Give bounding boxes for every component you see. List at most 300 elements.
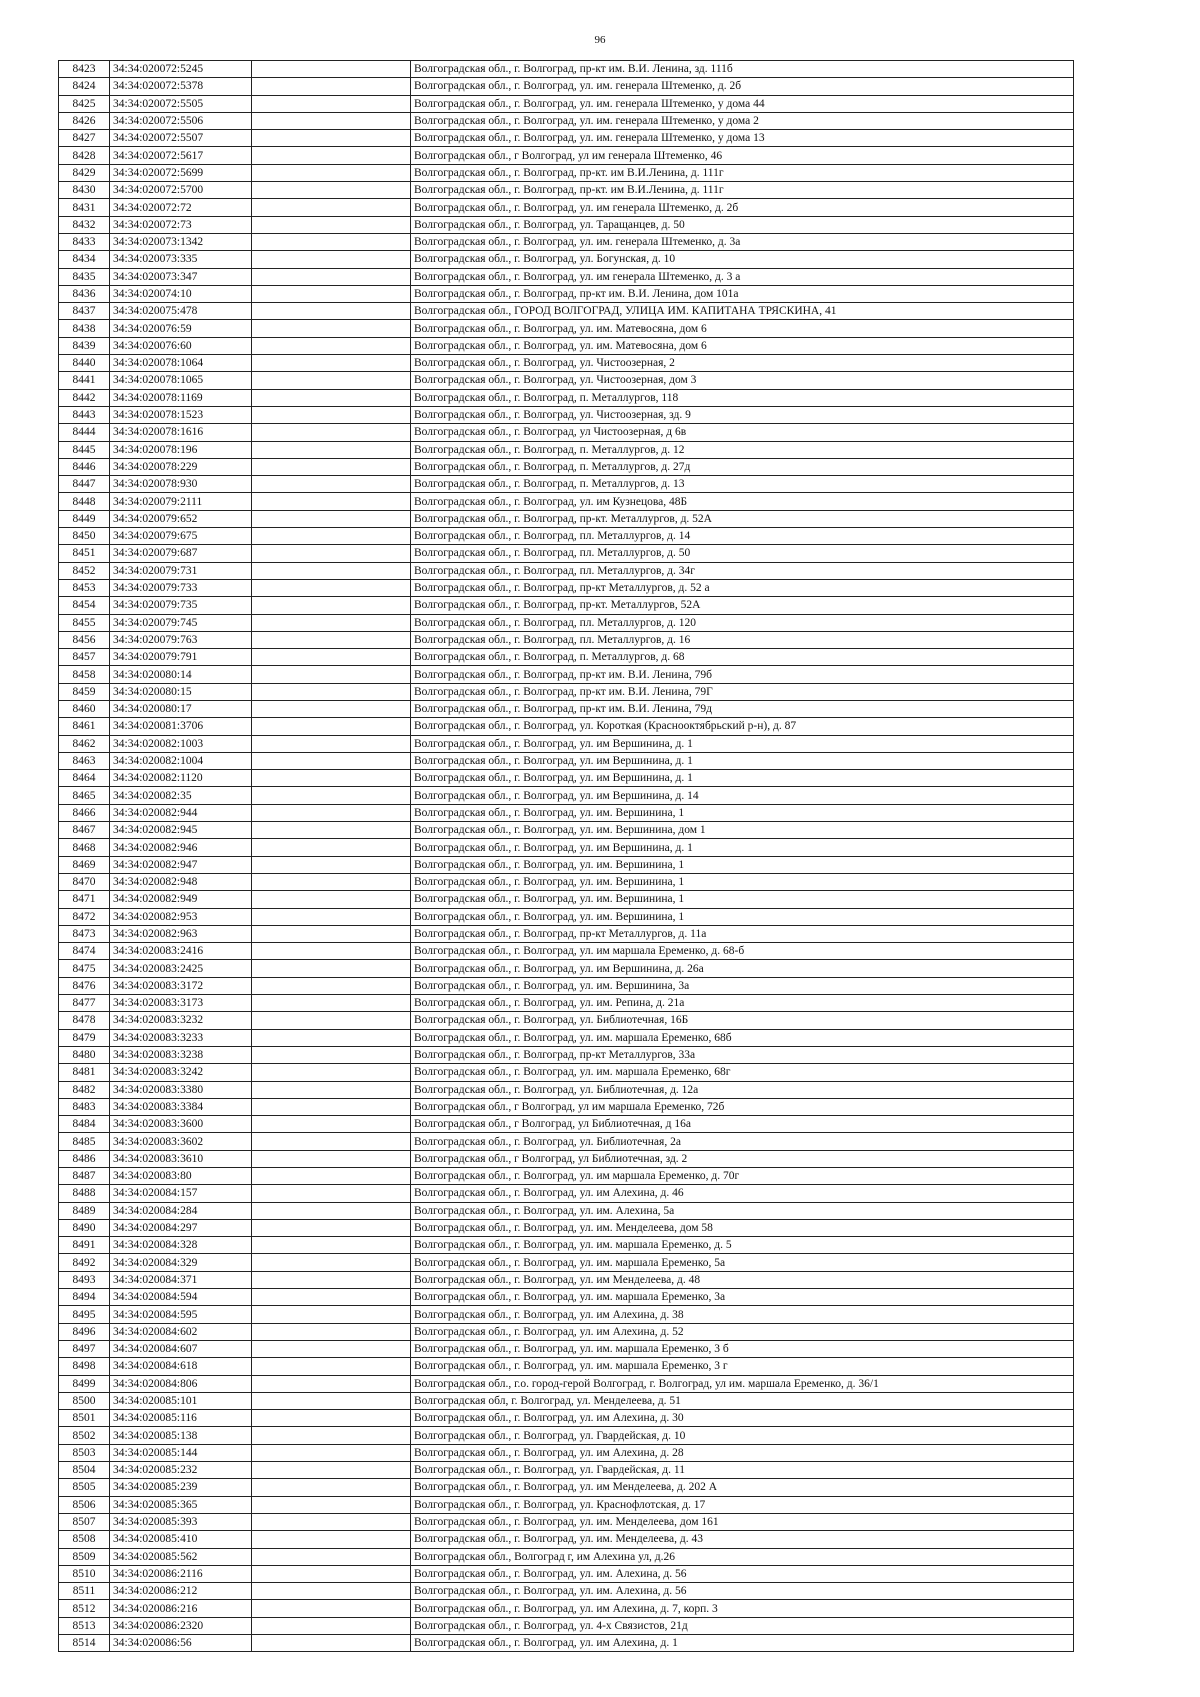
- table-row: [59, 735, 1074, 752]
- address-cell: Волгоградская обл., г. Волгоград, ул. им. Вершинина, 1: [411, 908, 1074, 925]
- cadastral-number-cell: 34:34:020079:791: [110, 649, 252, 666]
- row-number-cell: 8505: [59, 1479, 110, 1496]
- cadastral-number-cell: 34:34:020083:3172: [110, 977, 252, 994]
- cadastral-number-cell: 34:34:020076:60: [110, 337, 252, 354]
- cadastral-number-cell: 34:34:020083:3610: [110, 1150, 252, 1167]
- row-number-cell: 8503: [59, 1444, 110, 1461]
- cadastral-number-cell: 34:34:020079:733: [110, 579, 252, 596]
- address-cell: Волгоградская обл., г Волгоград, ул Библиотечная, зд. 2: [411, 1150, 1074, 1167]
- address-cell: Волгоградская обл., г. Волгоград, ул. Краснофлотская, д. 17: [411, 1496, 1074, 1513]
- row-number-cell: 8476: [59, 977, 110, 994]
- address-cell: Волгоградская обл., г. Волгоград, ул. им Вершинина, д. 1: [411, 735, 1074, 752]
- cadastral-number-cell: 34:34:020085:410: [110, 1531, 252, 1548]
- table-row: [59, 1046, 1074, 1063]
- table-row: [59, 1635, 1074, 1652]
- row-number-cell: 8492: [59, 1254, 110, 1271]
- table-row: [59, 718, 1074, 735]
- cadastral-number-cell: 34:34:020078:1616: [110, 424, 252, 441]
- cadastral-number-cell: 34:34:020079:2111: [110, 493, 252, 510]
- empty-cell: [252, 649, 411, 666]
- table-row: [59, 1565, 1074, 1582]
- table-row: [59, 1427, 1074, 1444]
- cadastral-number-cell: 34:34:020082:953: [110, 908, 252, 925]
- address-cell: Волгоградская обл., г. Волгоград, ул. им Вершинина, д. 1: [411, 752, 1074, 769]
- cadastral-number-cell: 34:34:020083:3602: [110, 1133, 252, 1150]
- empty-cell: [252, 1427, 411, 1444]
- cadastral-number-cell: 34:34:020083:3232: [110, 1012, 252, 1029]
- row-number-cell: 8484: [59, 1116, 110, 1133]
- table-row: [59, 839, 1074, 856]
- table-row: [59, 1064, 1074, 1081]
- cadastral-number-cell: 34:34:020086:2116: [110, 1565, 252, 1582]
- row-number-cell: 8440: [59, 355, 110, 372]
- empty-cell: [252, 112, 411, 129]
- empty-cell: [252, 528, 411, 545]
- table-row: [59, 960, 1074, 977]
- cadastral-number-cell: 34:34:020072:5700: [110, 182, 252, 199]
- address-cell: Волгоградская обл., г. Волгоград, ул. им. генерала Штеменко, у дома 2: [411, 112, 1074, 129]
- address-cell: Волгоградская обл., г. Волгоград, ул. им. Матевосяна, дом 6: [411, 337, 1074, 354]
- table-row: [59, 752, 1074, 769]
- cadastral-number-cell: 34:34:020083:3233: [110, 1029, 252, 1046]
- table-row: [59, 579, 1074, 596]
- cadastral-number-cell: 34:34:020072:5617: [110, 147, 252, 164]
- address-cell: Волгоградская обл., г. Волгоград, п. Металлургов, д. 68: [411, 649, 1074, 666]
- address-cell: Волгоградская обл., г. Волгоград, ул. им. Вершинина, 1: [411, 873, 1074, 890]
- table-row: [59, 1600, 1074, 1617]
- row-number-cell: 8460: [59, 700, 110, 717]
- table-row: [59, 147, 1074, 164]
- empty-cell: [252, 355, 411, 372]
- empty-cell: [252, 787, 411, 804]
- empty-cell: [252, 995, 411, 1012]
- table-row: [59, 78, 1074, 95]
- table-row: [59, 597, 1074, 614]
- table-row: [59, 1168, 1074, 1185]
- table-row: [59, 925, 1074, 942]
- cadastral-number-cell: 34:34:020079:652: [110, 510, 252, 527]
- empty-cell: [252, 683, 411, 700]
- cadastral-number-cell: 34:34:020085:393: [110, 1513, 252, 1530]
- cadastral-number-cell: 34:34:020078:229: [110, 458, 252, 475]
- row-number-cell: 8469: [59, 856, 110, 873]
- address-cell: Волгоградская обл., г. Волгоград, ул. им. генерала Штеменко, д. 2б: [411, 78, 1074, 95]
- table-row: [59, 1617, 1074, 1634]
- table-row: [59, 1237, 1074, 1254]
- address-cell: Волгоградская обл., г. Волгоград, ул. им. Матевосяна, дом 6: [411, 320, 1074, 337]
- table-row: [59, 1098, 1074, 1115]
- empty-cell: [252, 424, 411, 441]
- address-cell: Волгоградская обл., г. Волгоград, п. Металлургов, д. 13: [411, 476, 1074, 493]
- cadastral-number-cell: 34:34:020083:3238: [110, 1046, 252, 1063]
- address-cell: Волгоградская обл., г. Волгоград, ул. Богунская, д. 10: [411, 251, 1074, 268]
- empty-cell: [252, 1029, 411, 1046]
- row-number-cell: 8427: [59, 130, 110, 147]
- table-row: [59, 216, 1074, 233]
- row-number-cell: 8498: [59, 1358, 110, 1375]
- cadastral-number-cell: 34:34:020074:10: [110, 285, 252, 302]
- empty-cell: [252, 770, 411, 787]
- address-cell: Волгоградская обл., г. Волгоград, ул. Библиотечная, д. 12а: [411, 1081, 1074, 1098]
- table-row: [59, 1410, 1074, 1427]
- cadastral-number-cell: 34:34:020085:562: [110, 1548, 252, 1565]
- registry-table: [58, 60, 1074, 1652]
- row-number-cell: 8478: [59, 1012, 110, 1029]
- empty-cell: [252, 839, 411, 856]
- page-number: 96: [594, 34, 606, 46]
- table-row: [59, 1133, 1074, 1150]
- table-row: [59, 649, 1074, 666]
- row-number-cell: 8434: [59, 251, 110, 268]
- address-cell: Волгоградская обл., г. Волгоград, ул Чистоозерная, д 6в: [411, 424, 1074, 441]
- empty-cell: [252, 1375, 411, 1392]
- cadastral-number-cell: 34:34:020084:328: [110, 1237, 252, 1254]
- table-row: [59, 787, 1074, 804]
- row-number-cell: 8425: [59, 95, 110, 112]
- cadastral-number-cell: 34:34:020085:239: [110, 1479, 252, 1496]
- empty-cell: [252, 545, 411, 562]
- row-number-cell: 8499: [59, 1375, 110, 1392]
- empty-cell: [252, 1583, 411, 1600]
- empty-cell: [252, 130, 411, 147]
- empty-cell: [252, 1081, 411, 1098]
- cadastral-number-cell: 34:34:020086:56: [110, 1635, 252, 1652]
- address-cell: Волгоградская обл, г. Волгоград, ул. Менделеева, д. 51: [411, 1392, 1074, 1409]
- address-cell: Волгоградская обл., г. Волгоград, пл. Металлургов, д. 14: [411, 528, 1074, 545]
- cadastral-number-cell: 34:34:020083:2416: [110, 943, 252, 960]
- address-cell: Волгоградская обл., г. Волгоград, пл. Металлургов, д. 34г: [411, 562, 1074, 579]
- row-number-cell: 8473: [59, 925, 110, 942]
- row-number-cell: 8487: [59, 1168, 110, 1185]
- row-number-cell: 8452: [59, 562, 110, 579]
- address-cell: Волгоградская обл., г. Волгоград, ул. им. маршала Еременко, 68б: [411, 1029, 1074, 1046]
- table-row: [59, 1306, 1074, 1323]
- cadastral-number-cell: 34:34:020072:5507: [110, 130, 252, 147]
- row-number-cell: 8496: [59, 1323, 110, 1340]
- address-cell: Волгоградская обл., г. Волгоград, ул. Гвардейская, д. 10: [411, 1427, 1074, 1444]
- row-number-cell: 8468: [59, 839, 110, 856]
- table-row: [59, 320, 1074, 337]
- empty-cell: [252, 406, 411, 423]
- cadastral-number-cell: 34:34:020085:144: [110, 1444, 252, 1461]
- empty-cell: [252, 320, 411, 337]
- cadastral-number-cell: 34:34:020084:157: [110, 1185, 252, 1202]
- cadastral-number-cell: 34:34:020082:963: [110, 925, 252, 942]
- empty-cell: [252, 476, 411, 493]
- row-number-cell: 8426: [59, 112, 110, 129]
- address-cell: Волгоградская обл., г. Волгоград, пр-кт Металлургов, д. 11а: [411, 925, 1074, 942]
- table-row: [59, 337, 1074, 354]
- row-number-cell: 8423: [59, 61, 110, 78]
- empty-cell: [252, 1479, 411, 1496]
- cadastral-number-cell: 34:34:020078:1523: [110, 406, 252, 423]
- address-cell: Волгоградская обл., г. Волгоград, пл. Металлургов, д. 120: [411, 614, 1074, 631]
- cadastral-number-cell: 34:34:020072:72: [110, 199, 252, 216]
- empty-cell: [252, 1635, 411, 1652]
- empty-cell: [252, 147, 411, 164]
- table-row: [59, 631, 1074, 648]
- table-row: [59, 61, 1074, 78]
- cadastral-number-cell: 34:34:020086:216: [110, 1600, 252, 1617]
- row-number-cell: 8514: [59, 1635, 110, 1652]
- address-cell: Волгоградская обл., г Волгоград, ул им генерала Штеменко, 46: [411, 147, 1074, 164]
- address-cell: Волгоградская обл., г. Волгоград, ул. Гвардейская, д. 11: [411, 1462, 1074, 1479]
- address-cell: Волгоградская обл., г. Волгоград, ул. Чистоозерная, зд. 9: [411, 406, 1074, 423]
- empty-cell: [252, 1271, 411, 1288]
- row-number-cell: 8483: [59, 1098, 110, 1115]
- empty-cell: [252, 1600, 411, 1617]
- row-number-cell: 8437: [59, 303, 110, 320]
- table-row: [59, 700, 1074, 717]
- table-row: [59, 182, 1074, 199]
- address-cell: Волгоградская обл., г. Волгоград, ул. им. маршала Еременко, д. 5: [411, 1237, 1074, 1254]
- table-row: [59, 995, 1074, 1012]
- table-row: [59, 1254, 1074, 1271]
- table-row: [59, 683, 1074, 700]
- registry-rows: [59, 61, 1074, 1652]
- table-row: [59, 164, 1074, 181]
- cadastral-number-cell: 34:34:020082:1120: [110, 770, 252, 787]
- empty-cell: [252, 493, 411, 510]
- table-row: [59, 1358, 1074, 1375]
- cadastral-number-cell: 34:34:020073:1342: [110, 233, 252, 250]
- table-row: [59, 1150, 1074, 1167]
- cadastral-number-cell: 34:34:020072:5505: [110, 95, 252, 112]
- cadastral-number-cell: 34:34:020086:2320: [110, 1617, 252, 1634]
- cadastral-number-cell: 34:34:020082:945: [110, 822, 252, 839]
- row-number-cell: 8467: [59, 822, 110, 839]
- row-number-cell: 8477: [59, 995, 110, 1012]
- cadastral-number-cell: 34:34:020082:948: [110, 873, 252, 890]
- cadastral-number-cell: 34:34:020081:3706: [110, 718, 252, 735]
- row-number-cell: 8471: [59, 891, 110, 908]
- row-number-cell: 8450: [59, 528, 110, 545]
- empty-cell: [252, 804, 411, 821]
- address-cell: Волгоградская обл., г. Волгоград, ул. им Вершинина, д. 1: [411, 770, 1074, 787]
- row-number-cell: 8449: [59, 510, 110, 527]
- cadastral-number-cell: 34:34:020078:930: [110, 476, 252, 493]
- cadastral-number-cell: 34:34:020078:1064: [110, 355, 252, 372]
- row-number-cell: 8459: [59, 683, 110, 700]
- table-row: [59, 1444, 1074, 1461]
- row-number-cell: 8506: [59, 1496, 110, 1513]
- table-row: [59, 1029, 1074, 1046]
- empty-cell: [252, 441, 411, 458]
- address-cell: Волгоградская обл., г. Волгоград, ул. им. маршала Еременко, 3 б: [411, 1340, 1074, 1357]
- cadastral-number-cell: 34:34:020083:80: [110, 1168, 252, 1185]
- row-number-cell: 8433: [59, 233, 110, 250]
- address-cell: Волгоградская обл., г. Волгоград, пр-кт им. В.И. Ленина, 79Г: [411, 683, 1074, 700]
- cadastral-number-cell: 34:34:020078:1065: [110, 372, 252, 389]
- row-number-cell: 8442: [59, 389, 110, 406]
- empty-cell: [252, 1340, 411, 1357]
- row-number-cell: 8494: [59, 1289, 110, 1306]
- row-number-cell: 8445: [59, 441, 110, 458]
- address-cell: Волгоградская обл., г.о. город-герой Волгоград, г. Волгоград, ул им. маршала Еременко, д. 36/1: [411, 1375, 1074, 1392]
- row-number-cell: 8497: [59, 1340, 110, 1357]
- cadastral-number-cell: 34:34:020076:59: [110, 320, 252, 337]
- empty-cell: [252, 597, 411, 614]
- empty-cell: [252, 337, 411, 354]
- address-cell: Волгоградская обл., г. Волгоград, пр-кт им. В.И. Ленина, 79б: [411, 666, 1074, 683]
- row-number-cell: 8443: [59, 406, 110, 423]
- empty-cell: [252, 873, 411, 890]
- table-row: [59, 770, 1074, 787]
- row-number-cell: 8475: [59, 960, 110, 977]
- empty-cell: [252, 1012, 411, 1029]
- table-row: [59, 873, 1074, 890]
- row-number-cell: 8430: [59, 182, 110, 199]
- address-cell: Волгоградская обл., г Волгоград, ул им маршала Еременко, 72б: [411, 1098, 1074, 1115]
- empty-cell: [252, 1392, 411, 1409]
- row-number-cell: 8438: [59, 320, 110, 337]
- address-cell: Волгоградская обл., г. Волгоград, ул. им. маршала Еременко, 5а: [411, 1254, 1074, 1271]
- row-number-cell: 8486: [59, 1150, 110, 1167]
- cadastral-number-cell: 34:34:020084:607: [110, 1340, 252, 1357]
- table-row: [59, 1323, 1074, 1340]
- address-cell: Волгоградская обл., Волгоград г, им Алехина ул, д.26: [411, 1548, 1074, 1565]
- address-cell: Волгоградская обл., г. Волгоград, ул. Библиотечная, 2а: [411, 1133, 1074, 1150]
- empty-cell: [252, 1410, 411, 1427]
- address-cell: Волгоградская обл., г. Волгоград, ул. им. Алехина, 5а: [411, 1202, 1074, 1219]
- address-cell: Волгоградская обл., г. Волгоград, пр-кт. Металлургов, 52А: [411, 597, 1074, 614]
- empty-cell: [252, 285, 411, 302]
- row-number-cell: 8482: [59, 1081, 110, 1098]
- address-cell: Волгоградская обл., г. Волгоград, ул. им. Репина, д. 21а: [411, 995, 1074, 1012]
- empty-cell: [252, 199, 411, 216]
- empty-cell: [252, 1462, 411, 1479]
- address-cell: Волгоградская обл., г. Волгоград, ул. им Алехина, д. 46: [411, 1185, 1074, 1202]
- row-number-cell: 8428: [59, 147, 110, 164]
- address-cell: Волгоградская обл., г. Волгоград, ул. им Алехина, д. 30: [411, 1410, 1074, 1427]
- row-number-cell: 8465: [59, 787, 110, 804]
- address-cell: Волгоградская обл., г. Волгоград, ул. им. Вершинина, 1: [411, 804, 1074, 821]
- address-cell: Волгоградская обл., г. Волгоград, пр-кт им. В.И. Ленина, зд. 111б: [411, 61, 1074, 78]
- empty-cell: [252, 1306, 411, 1323]
- row-number-cell: 8466: [59, 804, 110, 821]
- address-cell: Волгоградская обл., г. Волгоград, п. Металлургов, д. 12: [411, 441, 1074, 458]
- row-number-cell: 8429: [59, 164, 110, 181]
- address-cell: Волгоградская обл., г. Волгоград, ул. им Менделеева, д. 48: [411, 1271, 1074, 1288]
- table-row: [59, 666, 1074, 683]
- table-row: [59, 1513, 1074, 1530]
- address-cell: Волгоградская обл., г. Волгоград, п. Металлургов, д. 27д: [411, 458, 1074, 475]
- address-cell: Волгоградская обл., г. Волгоград, ул. им Алехина, д. 28: [411, 1444, 1074, 1461]
- empty-cell: [252, 1185, 411, 1202]
- row-number-cell: 8489: [59, 1202, 110, 1219]
- cadastral-number-cell: 34:34:020082:946: [110, 839, 252, 856]
- table-row: [59, 1462, 1074, 1479]
- cadastral-number-cell: 34:34:020082:35: [110, 787, 252, 804]
- table-row: [59, 268, 1074, 285]
- table-row: [59, 1548, 1074, 1565]
- address-cell: Волгоградская обл., г. Волгоград, ул. им. Вершинина, 1: [411, 856, 1074, 873]
- empty-cell: [252, 1168, 411, 1185]
- row-number-cell: 8441: [59, 372, 110, 389]
- table-row: [59, 251, 1074, 268]
- address-cell: Волгоградская обл., г. Волгоград, ул. Чистоозерная, 2: [411, 355, 1074, 372]
- cadastral-number-cell: 34:34:020083:2425: [110, 960, 252, 977]
- empty-cell: [252, 216, 411, 233]
- cadastral-number-cell: 34:34:020079:745: [110, 614, 252, 631]
- empty-cell: [252, 1133, 411, 1150]
- cadastral-number-cell: 34:34:020083:3380: [110, 1081, 252, 1098]
- address-cell: Волгоградская обл., г. Волгоград, ул. Чистоозерная, дом 3: [411, 372, 1074, 389]
- empty-cell: [252, 61, 411, 78]
- address-cell: Волгоградская обл., г. Волгоград, пр-кт. Металлургов, д. 52А: [411, 510, 1074, 527]
- table-row: [59, 822, 1074, 839]
- address-cell: Волгоградская обл., г. Волгоград, ул. им. маршала Еременко, 68г: [411, 1064, 1074, 1081]
- empty-cell: [252, 718, 411, 735]
- cadastral-number-cell: 34:34:020085:232: [110, 1462, 252, 1479]
- empty-cell: [252, 1565, 411, 1582]
- cadastral-number-cell: 34:34:020086:212: [110, 1583, 252, 1600]
- empty-cell: [252, 752, 411, 769]
- cadastral-number-cell: 34:34:020084:371: [110, 1271, 252, 1288]
- table-row: [59, 112, 1074, 129]
- row-number-cell: 8512: [59, 1600, 110, 1617]
- cadastral-number-cell: 34:34:020072:5699: [110, 164, 252, 181]
- cadastral-number-cell: 34:34:020079:735: [110, 597, 252, 614]
- empty-cell: [252, 1202, 411, 1219]
- table-row: [59, 1185, 1074, 1202]
- cadastral-number-cell: 34:34:020080:17: [110, 700, 252, 717]
- cadastral-number-cell: 34:34:020083:3600: [110, 1116, 252, 1133]
- address-cell: Волгоградская обл., г. Волгоград, ул. им. Менделеева, д. 43: [411, 1531, 1074, 1548]
- address-cell: Волгоградская обл., г. Волгоград, ул. им маршала Еременко, д. 68-б: [411, 943, 1074, 960]
- address-cell: Волгоградская обл., г. Волгоград, пл. Металлургов, д. 16: [411, 631, 1074, 648]
- row-number-cell: 8462: [59, 735, 110, 752]
- cadastral-number-cell: 34:34:020082:1003: [110, 735, 252, 752]
- cadastral-number-cell: 34:34:020085:101: [110, 1392, 252, 1409]
- row-number-cell: 8446: [59, 458, 110, 475]
- cadastral-number-cell: 34:34:020085:365: [110, 1496, 252, 1513]
- address-cell: Волгоградская обл., г. Волгоград, ул. им. Вершинина, 1: [411, 891, 1074, 908]
- row-number-cell: 8472: [59, 908, 110, 925]
- cadastral-number-cell: 34:34:020084:618: [110, 1358, 252, 1375]
- row-number-cell: 8435: [59, 268, 110, 285]
- cadastral-number-cell: 34:34:020079:687: [110, 545, 252, 562]
- row-number-cell: 8424: [59, 78, 110, 95]
- row-number-cell: 8456: [59, 631, 110, 648]
- empty-cell: [252, 164, 411, 181]
- address-cell: Волгоградская обл., г. Волгоград, ул. им Вершинина, д. 26а: [411, 960, 1074, 977]
- table-row: [59, 1116, 1074, 1133]
- empty-cell: [252, 1323, 411, 1340]
- empty-cell: [252, 1064, 411, 1081]
- empty-cell: [252, 1496, 411, 1513]
- table-row: [59, 1202, 1074, 1219]
- row-number-cell: 8502: [59, 1427, 110, 1444]
- row-number-cell: 8485: [59, 1133, 110, 1150]
- table-row: [59, 856, 1074, 873]
- cadastral-number-cell: 34:34:020078:196: [110, 441, 252, 458]
- address-cell: Волгоградская обл., г Волгоград, ул Библиотечная, д 16а: [411, 1116, 1074, 1133]
- table-row: [59, 977, 1074, 994]
- empty-cell: [252, 891, 411, 908]
- table-row: [59, 1340, 1074, 1357]
- address-cell: Волгоградская обл., г. Волгоград, ул. им. Вершинина, 3а: [411, 977, 1074, 994]
- table-row: [59, 441, 1074, 458]
- table-row: [59, 458, 1074, 475]
- empty-cell: [252, 579, 411, 596]
- empty-cell: [252, 510, 411, 527]
- empty-cell: [252, 1358, 411, 1375]
- address-cell: Волгоградская обл., г. Волгоград, ул. им генерала Штеменко, д. 3 а: [411, 268, 1074, 285]
- table-row: [59, 545, 1074, 562]
- address-cell: Волгоградская обл., г. Волгоград, ул. им. Менделеева, дом 161: [411, 1513, 1074, 1530]
- address-cell: Волгоградская обл., г. Волгоград, ул. Таращанцев, д. 50: [411, 216, 1074, 233]
